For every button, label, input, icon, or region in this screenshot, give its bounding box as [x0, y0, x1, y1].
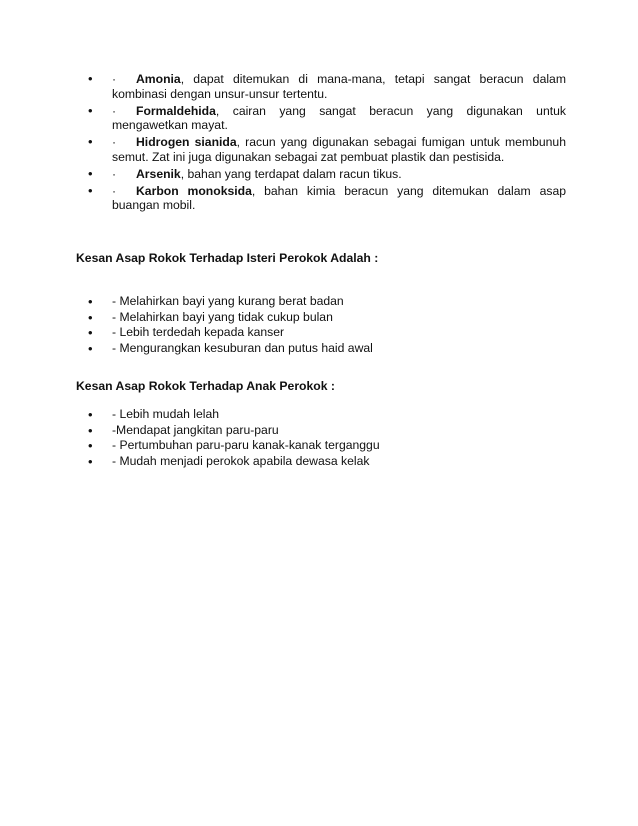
bullet-icon: •: [88, 309, 93, 325]
chemical-description: , bahan kimia beracun yang ditemukan dalam asap buangan mobil.: [112, 183, 566, 212]
wife-effects-list: [88, 294, 373, 356]
chemical-name: Arsenik: [136, 166, 181, 181]
bullet-icon: •: [88, 294, 93, 309]
list-item: [88, 407, 380, 423]
chemical-description: , cairan yang sangat beracun yang digunakan untuk mengawetkan mayat.: [112, 103, 566, 132]
section-heading-child: Kesan Asap Rokok Terhadap Anak Perokok :: [76, 379, 335, 393]
bullet-icon: •: [88, 325, 93, 341]
item-text: - Pertumbuhan paru-paru kanak-kanak terganggu: [112, 438, 380, 453]
item-marker: ·: [112, 183, 117, 198]
item-marker: ·: [112, 166, 117, 181]
list-item: [88, 341, 373, 357]
chemical-description: , racun yang digunakan sebagai fumigan untuk membunuh semut. Zat ini juga digunakan sebagai zat pembuat plastik dan pestisida.: [112, 135, 566, 164]
bullet-icon: •: [88, 422, 93, 438]
list-item: [88, 438, 380, 454]
bullet-icon: •: [88, 407, 93, 422]
chemical-description: , bahan yang terdapat dalam racun tikus.: [180, 166, 402, 181]
list-item: [88, 423, 380, 439]
item-text: - Mengurangkan kesuburan dan putus haid awal: [112, 340, 373, 355]
section-heading-wife: Kesan Asap Rokok Terhadap Isteri Perokok Adalah :: [76, 251, 379, 265]
item-text: - Melahirkan bayi yang tidak cukup bulan: [112, 309, 333, 324]
child-effects-list: [88, 407, 380, 469]
bullet-icon: •: [88, 182, 93, 198]
bullet-icon: •: [88, 134, 93, 149]
list-item: [88, 325, 373, 341]
bullet-icon: •: [88, 102, 93, 118]
list-item: [88, 104, 566, 133]
item-marker: ·: [112, 103, 117, 118]
bullet-icon: •: [88, 438, 93, 454]
bullet-icon: •: [88, 165, 93, 181]
item-text: - Lebih terdedah kepada kanser: [112, 325, 285, 340]
chemical-list: [88, 72, 566, 215]
list-item: [88, 310, 373, 326]
chemical-name: Karbon monoksida: [136, 183, 252, 198]
bullet-icon: •: [88, 453, 93, 469]
item-text: -Mendapat jangkitan paru-paru: [112, 422, 279, 437]
chemical-name: Formaldehida: [136, 103, 216, 118]
list-item: [88, 167, 566, 182]
bullet-icon: •: [88, 340, 93, 356]
item-marker: ·: [112, 72, 117, 86]
item-text: - Mudah menjadi perokok apabila dewasa kelak: [112, 453, 370, 468]
list-item: [88, 135, 566, 164]
list-item: [88, 454, 380, 470]
chemical-description: , dapat ditemukan di mana-mana, tetapi sangat beracun dalam kombinasi dengan unsur-unsur tertentu.: [112, 72, 566, 101]
list-item: [88, 294, 373, 310]
bullet-icon: •: [88, 71, 93, 86]
list-item: [88, 72, 566, 101]
item-text: - Melahirkan bayi yang kurang berat badan: [112, 294, 344, 308]
list-item: [88, 184, 566, 213]
chemical-name: Hidrogen sianida: [136, 135, 237, 149]
chemical-name: Amonia: [136, 72, 181, 86]
item-text: - Lebih mudah lelah: [112, 407, 220, 421]
item-marker: ·: [112, 135, 117, 149]
